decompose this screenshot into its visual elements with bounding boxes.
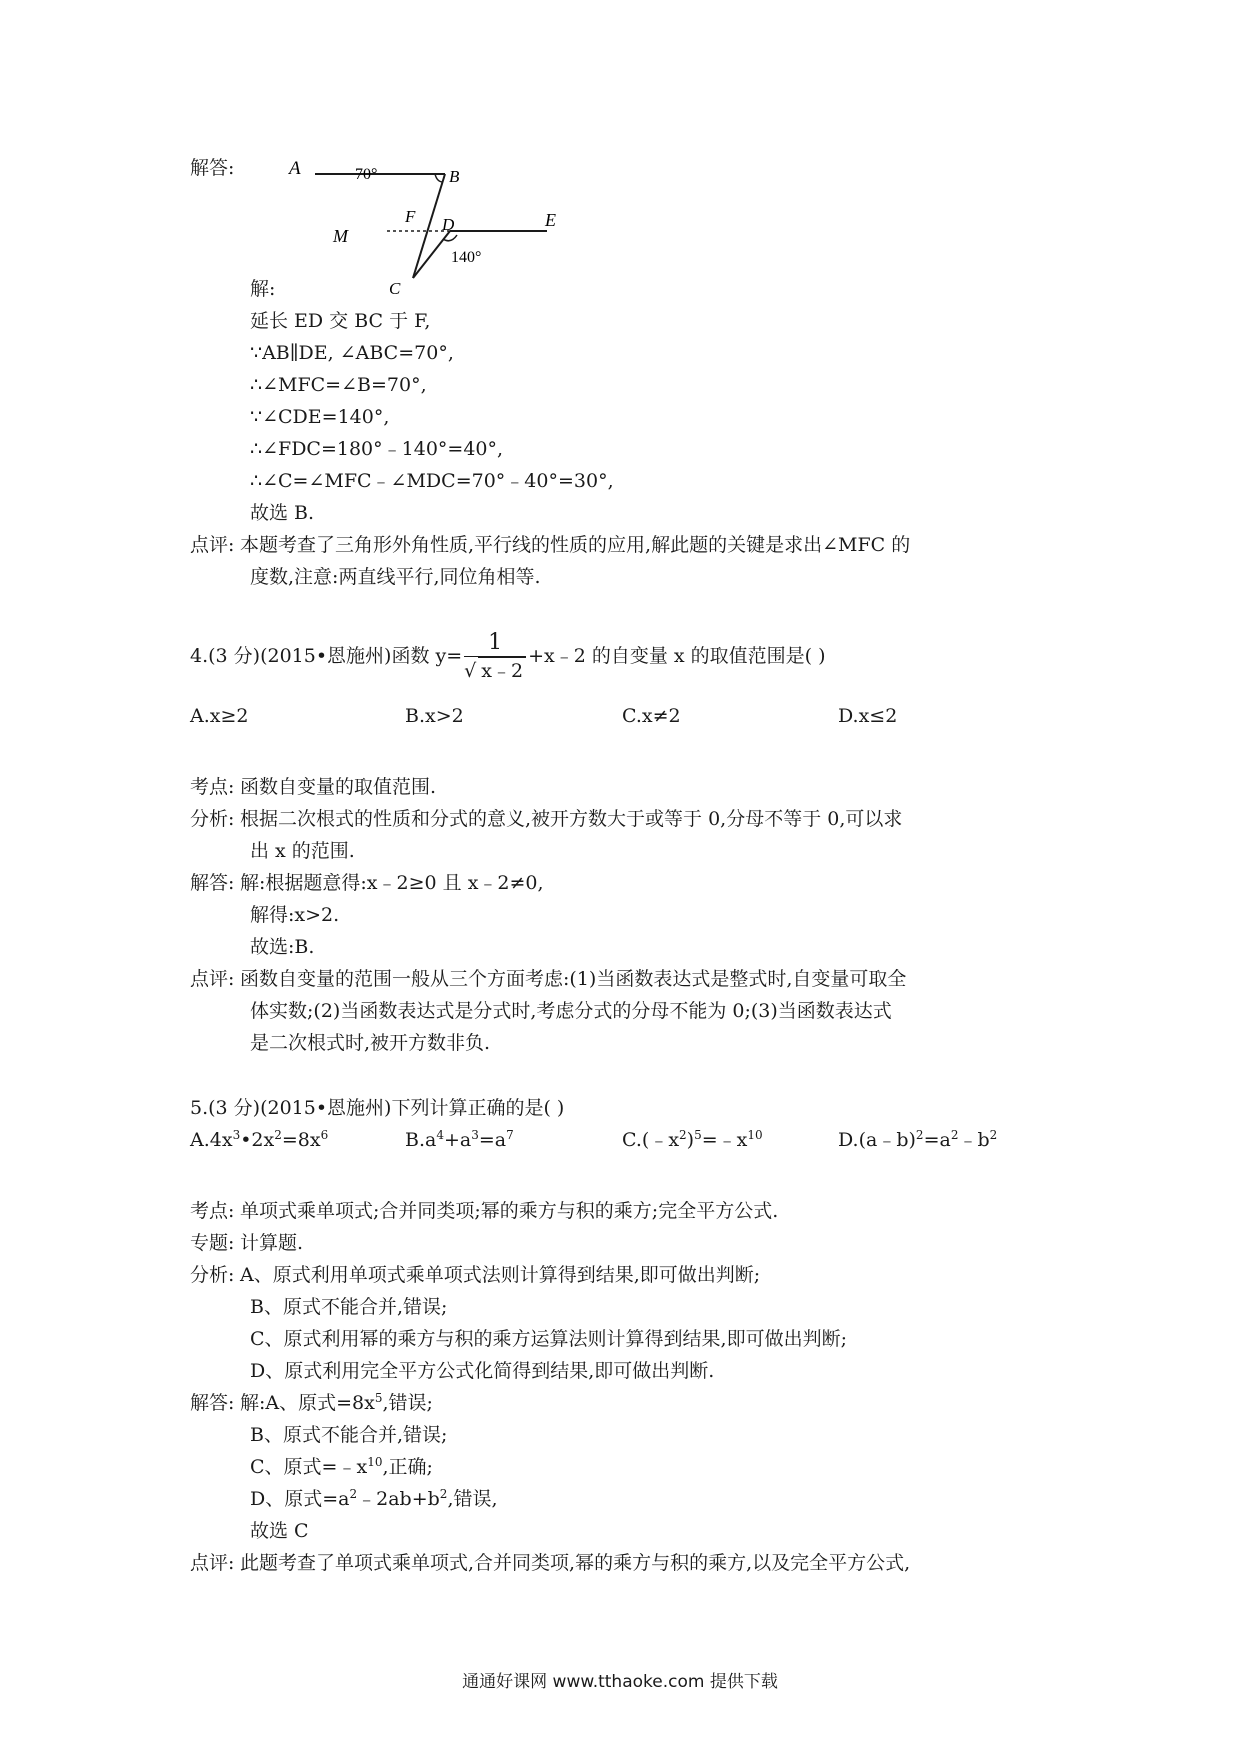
q5-answer-label: 解答:	[190, 1392, 235, 1414]
label-angle-70: 70°	[355, 166, 378, 183]
page-footer: 通通好课网 www.tthaoke.com 提供下载	[462, 1672, 778, 1692]
q4-stem	[190, 630, 826, 684]
q5-answer-line-c: C、原式$=﹣x^{10}$,正确;	[250, 1455, 433, 1478]
label-angle-140: 140°	[451, 249, 482, 266]
q4-answer-line: 解:根据题意得:x﹣2≥0 且 x﹣2≠0,	[240, 872, 544, 894]
q5-comment-line: 此题考查了单项式乘单项式,合并同类项,幂的乘方与积的乘方,以及完全平方公式,	[240, 1552, 911, 1574]
q3-solution-line: 延长 ED 交 BC 于 F,	[250, 310, 431, 332]
q4-comment-line: 函数自变量的范围一般从三个方面考虑:(1)当函数表达式是整式时,自变量可取全	[240, 968, 907, 990]
line-cd	[413, 231, 450, 278]
q4-comment-line: 体实数;(2)当函数表达式是分式时,考虑分式的分母不能为 0;(3)当函数表达式	[250, 1000, 892, 1022]
q5-analysis-line: B、原式不能合并,错误;	[250, 1296, 448, 1318]
label-e: E	[545, 210, 556, 230]
q5-answer-line-a: 解:A、原式$=8x^5$,错误;	[240, 1391, 433, 1414]
label-c: C	[389, 279, 401, 298]
q4-comment-line: 是二次根式时,被开方数非负.	[250, 1032, 491, 1054]
q5-analysis-line: D、原式利用完全平方公式化简得到结果,即可做出判断.	[250, 1360, 715, 1382]
q4-kaodian: 函数自变量的取值范围.	[240, 776, 437, 798]
q3-solution-line: ∴∠C=∠MFC﹣∠MDC=70°﹣40°=30°,	[250, 470, 614, 492]
q4-answer-line: 故选:B.	[250, 936, 315, 958]
q3-solution-line: ∵∠CDE=140°,	[250, 406, 390, 428]
label-m: M	[333, 226, 348, 246]
label-f: F	[405, 207, 416, 226]
q4-analysis-line: 出 x 的范围.	[250, 840, 355, 862]
q4-fraction-denominator	[464, 657, 526, 684]
q5-option-a: $A.4x^3•2x^2=8x^6$	[190, 1128, 329, 1151]
q4-fraction	[464, 630, 526, 684]
q4-option-c: C.x≠2	[622, 705, 681, 727]
q5-option-b: $B.a^4+a^3=a^7$	[405, 1128, 514, 1151]
q4-fraction-numerator: 1	[464, 630, 526, 657]
q5-comment-label: 点评:	[190, 1552, 235, 1574]
q5-analysis-label: 分析:	[190, 1264, 235, 1286]
q5-option-d: $D.(a﹣b)^2=a^2﹣b^2$	[838, 1128, 998, 1151]
q5-zhuanti-label: 专题:	[190, 1232, 235, 1254]
q4-kaodian-label: 考点:	[190, 776, 235, 798]
q5-zhuanti: 计算题.	[240, 1232, 304, 1254]
q4-option-a: A.x≥2	[190, 705, 249, 727]
label-d: D	[442, 215, 455, 234]
q5-stem: 5.(3 分)(2015•恩施州)下列计算正确的是( )	[190, 1097, 565, 1119]
q5-kaodian-label: 考点:	[190, 1200, 235, 1222]
q5-kaodian: 单项式乘单项式;合并同类项;幂的乘方与积的乘方;完全平方公式.	[240, 1200, 779, 1222]
q4-stem-after: +x﹣2 的自变量 x 的取值范围是( )	[528, 645, 826, 667]
q5-option-c: $C.(﹣x^2)^5=﹣x^{10}$	[622, 1128, 763, 1151]
label-b: B	[449, 167, 460, 186]
q5-answer-line-b: B、原式不能合并,错误;	[250, 1424, 448, 1446]
q3-solution-line: ∴∠MFC=∠B=70°,	[250, 374, 427, 396]
q3-answer-label: 解答:	[190, 157, 235, 179]
q4-radicand: x﹣2	[478, 657, 526, 684]
q4-comment-label: 点评:	[190, 968, 235, 990]
label-a: A	[289, 158, 301, 179]
q4-answer-line: 解得:x>2.	[250, 904, 340, 926]
q5-analysis-line: A、原式利用单项式乘单项式法则计算得到结果,即可做出判断;	[240, 1264, 761, 1286]
q4-analysis-line: 根据二次根式的性质和分式的意义,被开方数大于或等于 0,分母不等于 0,可以求	[240, 808, 903, 830]
sqrt-icon: √	[464, 660, 477, 682]
q3-solution-line: 故选 B.	[250, 502, 315, 524]
angle-b-arc	[435, 174, 443, 182]
q3-comment-line: 本题考查了三角形外角性质,平行线的性质的应用,解此题的关键是求出∠MFC 的	[240, 534, 911, 556]
q5-answer-line-d: D、原式$=a^2﹣2ab+b^2$,错误,	[250, 1487, 498, 1510]
line-bc	[413, 174, 445, 278]
q5-answer-end: 故选 C	[250, 1520, 309, 1542]
q3-solution-line: ∴∠FDC=180°﹣140°=40°,	[250, 438, 504, 460]
q3-geometry-figure	[285, 148, 625, 298]
q4-analysis-label: 分析:	[190, 808, 235, 830]
q4-option-d: D.x≤2	[838, 705, 898, 727]
q3-solution-line: 解:	[250, 278, 276, 300]
q3-comment-line: 度数,注意:两直线平行,同位角相等.	[250, 566, 541, 588]
q3-comment-label: 点评:	[190, 534, 235, 556]
q4-option-b: B.x>2	[405, 705, 464, 727]
q3-solution-line: ∵AB∥DE, ∠ABC=70°,	[250, 342, 454, 364]
q4-answer-label: 解答:	[190, 872, 235, 894]
q5-analysis-line: C、原式利用幂的乘方与积的乘方运算法则计算得到结果,即可做出判断;	[250, 1328, 847, 1350]
q4-stem-before: 4.(3 分)(2015•恩施州)函数 y=	[190, 645, 463, 667]
